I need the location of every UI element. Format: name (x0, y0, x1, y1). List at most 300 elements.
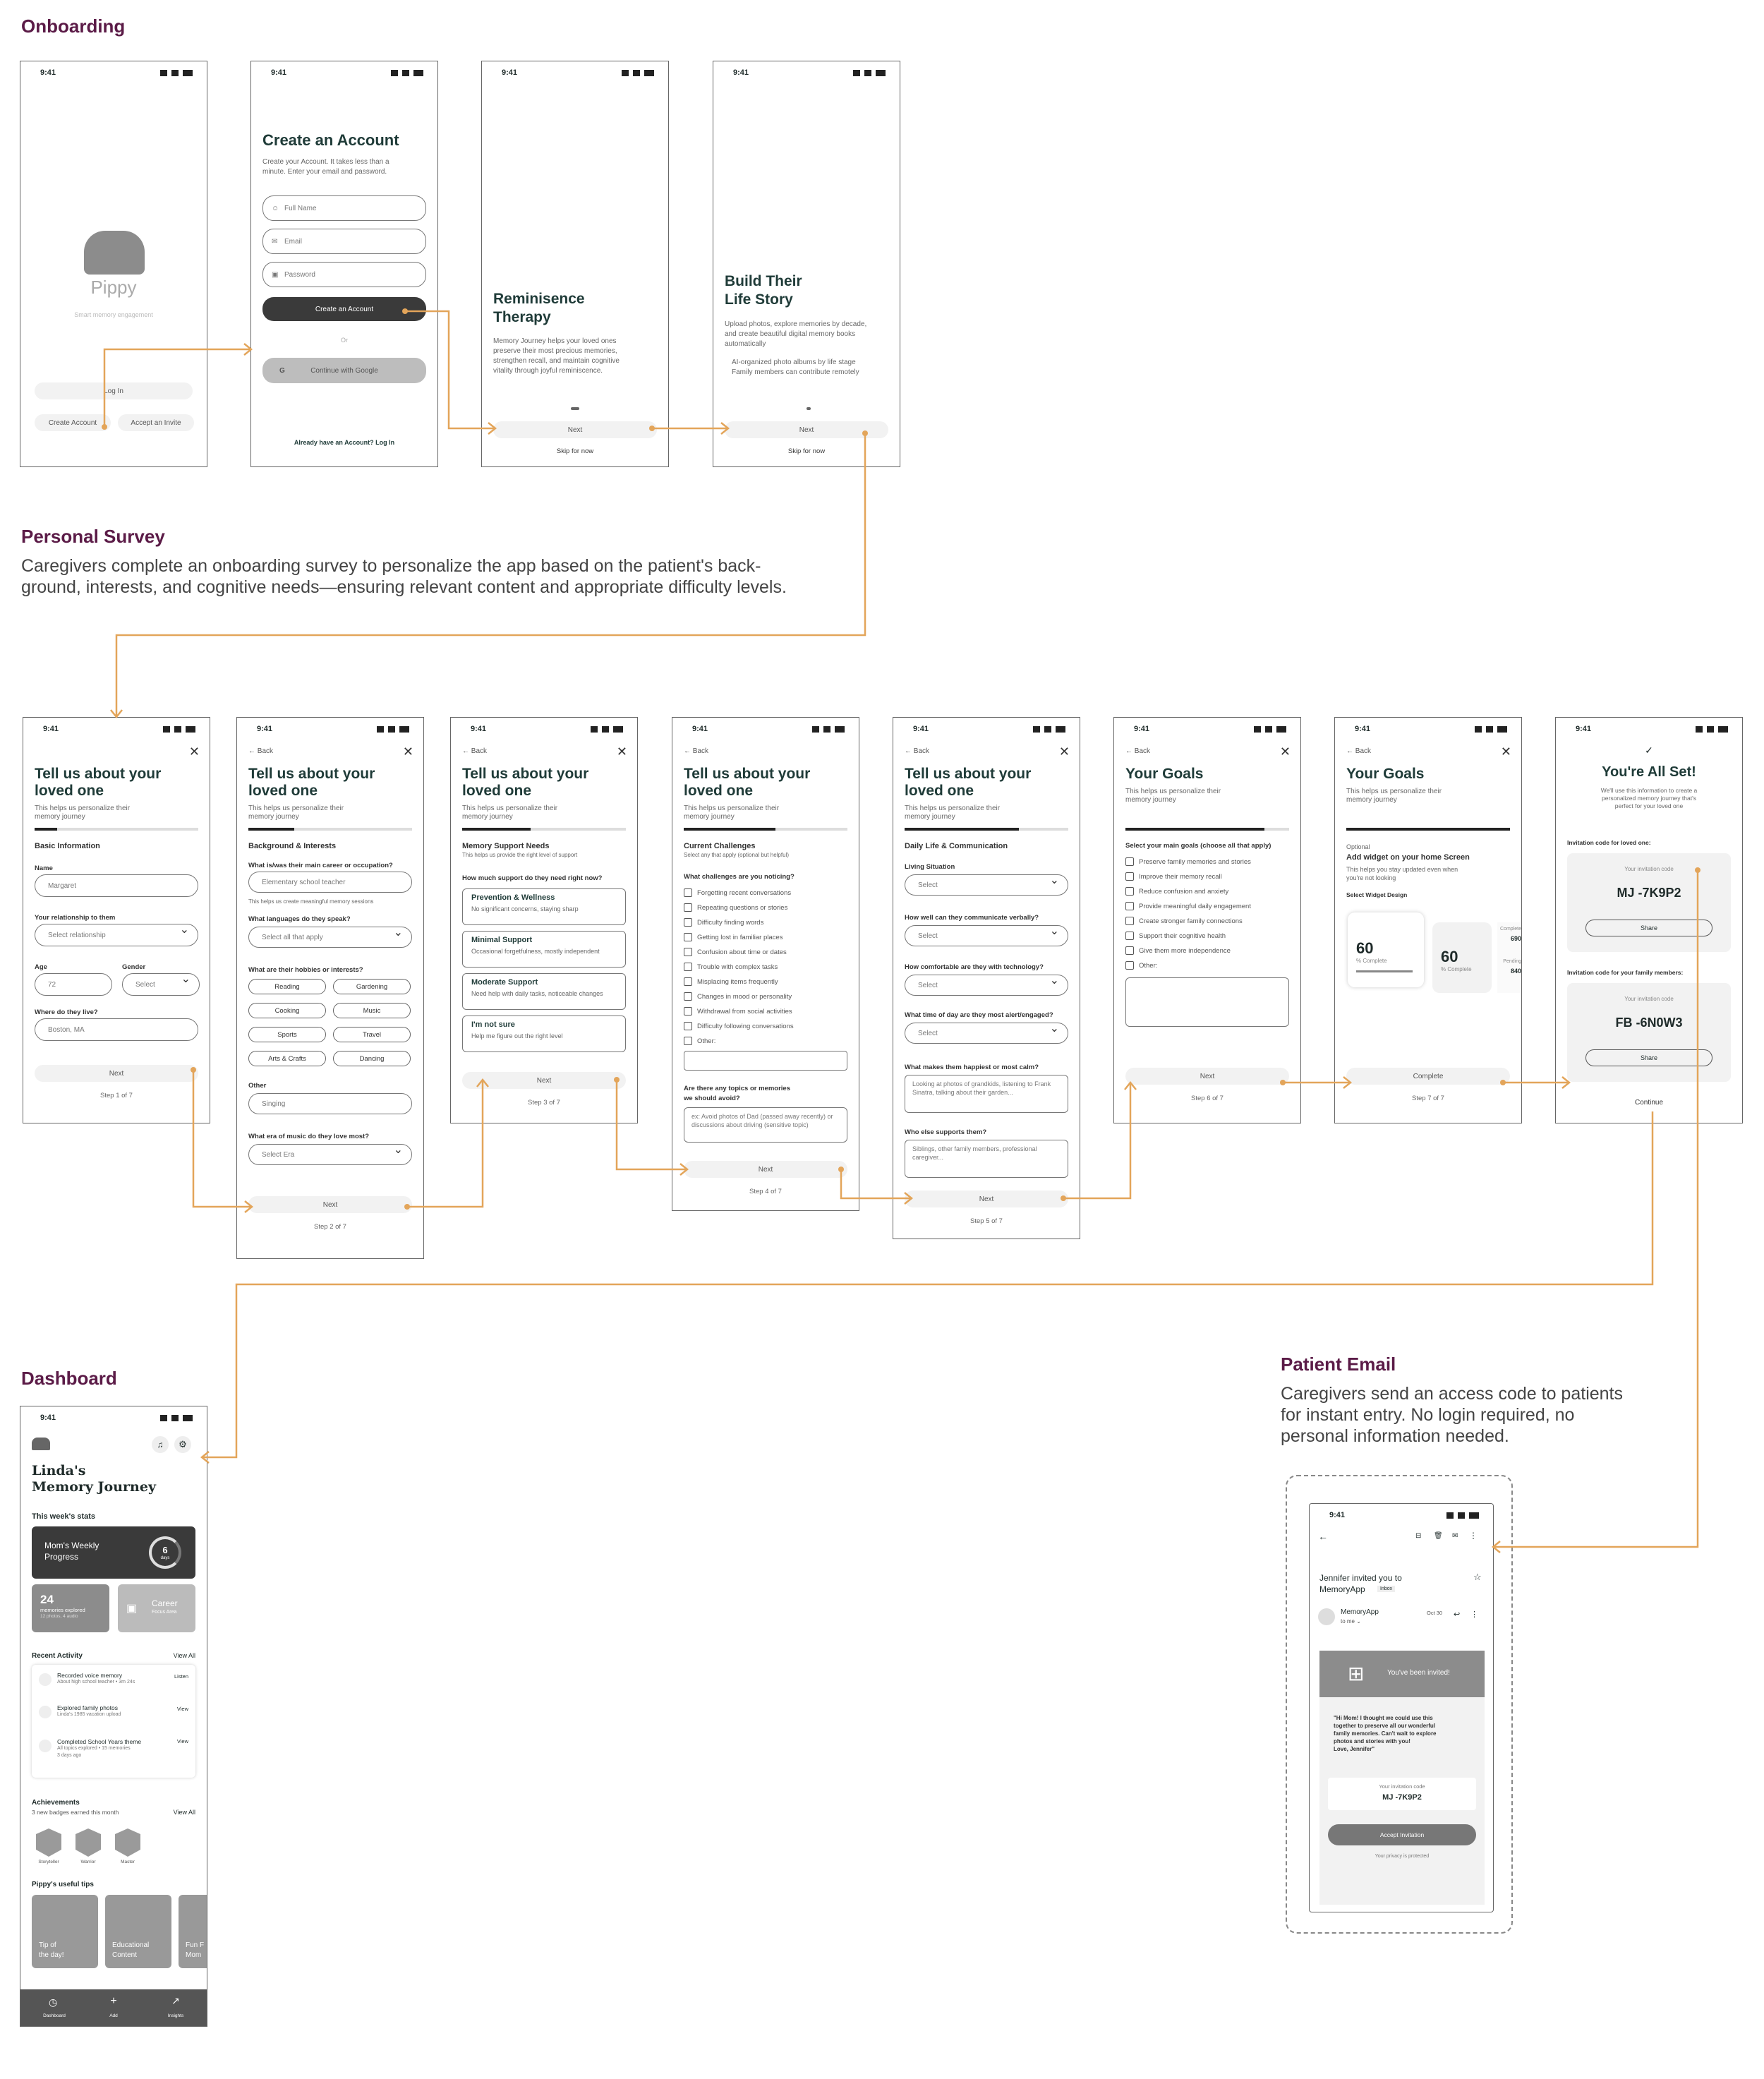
hobby-chip[interactable]: Cooking (248, 1003, 326, 1018)
hobby-chip[interactable]: Travel (333, 1027, 411, 1042)
progress-ring (149, 1536, 181, 1569)
email-field[interactable] (262, 229, 426, 254)
career-input[interactable]: Elementary school teacher (248, 872, 412, 893)
memories-sub: 12 photos, 4 audio (40, 1614, 78, 1619)
password-field[interactable] (262, 262, 426, 287)
master-badge-icon (115, 1828, 140, 1857)
design-label: Select Widget Design (1346, 891, 1408, 898)
location-input[interactable]: Boston, MA (35, 1018, 198, 1041)
app-tagline: Smart memory engagement (74, 311, 153, 318)
option-title: Minimal Support (471, 936, 533, 944)
status-icons (812, 726, 845, 733)
widget-stat-value: 690 (1510, 935, 1521, 942)
back-link[interactable]: ← Back (905, 747, 930, 755)
support-question: How much support do they need right now? (462, 874, 603, 882)
title-line2: loved one (684, 783, 754, 799)
family-code-label: Invitation code for your family members: (1567, 969, 1684, 976)
avoid-topics-textarea[interactable]: ex: Avoid photos of Dad (passed away recently) or discussions about driving (sensitive topic) (684, 1107, 847, 1143)
title-line1: Tell us about your (684, 766, 811, 782)
other-goal-textarea[interactable] (1125, 977, 1289, 1027)
nav-label: Dashboard (43, 2013, 66, 2018)
section-subheading: This helps us provide the right level of support (462, 852, 578, 858)
relationship-select[interactable]: Select relationship ⌄ (35, 924, 198, 946)
other-challenge-input[interactable] (684, 1051, 847, 1071)
sender-name: MemoryApp (1341, 1608, 1379, 1616)
screen-life-story (713, 61, 900, 467)
activity-title: Recorded voice memory (57, 1672, 123, 1679)
email-placeholder: Email (284, 237, 303, 246)
body-line4: vitality through joyful reminiscence. (493, 367, 603, 375)
option-desc: No significant concerns, staying sharp (471, 905, 579, 912)
activity-action[interactable]: View (176, 1738, 188, 1744)
login-button[interactable]: Log In (35, 382, 193, 399)
code-caption: Your invitation code (1379, 1783, 1425, 1790)
close-icon[interactable]: ✕ (1279, 745, 1291, 759)
subtitle-line2: memory journey (1346, 796, 1397, 804)
weekly-label-line2: Progress (44, 1552, 79, 1562)
dashboard-title-line1: Linda's (32, 1463, 86, 1478)
status-icons (853, 70, 886, 76)
focus-area-tile[interactable] (118, 1584, 195, 1632)
challenge-checkbox[interactable]: Trouble with complex tasks (684, 963, 778, 971)
page-title: Your Goals (1346, 766, 1425, 782)
option-desc: Need help with daily tasks, noticeable changes (471, 990, 603, 997)
widget-number: 60 (1356, 939, 1374, 957)
title-line2: Life Story (725, 291, 793, 308)
section-heading: Memory Support Needs (462, 842, 550, 850)
subtitle-line1: We'll use this information to create a (1600, 787, 1698, 794)
close-icon[interactable]: ✕ (616, 745, 627, 759)
screen-survey-step5 (893, 717, 1080, 1239)
progress-bar (1346, 828, 1510, 831)
language-label: What languages do they speak? (248, 915, 351, 923)
status-time: 9:41 (913, 725, 929, 733)
progress-bar (684, 828, 847, 831)
google-button[interactable] (262, 358, 426, 383)
share-button[interactable]: Share (1585, 1049, 1712, 1066)
weekly-progress-card[interactable] (32, 1526, 195, 1579)
subtitle-line2: memory journey (905, 813, 955, 821)
status-icons (1696, 726, 1728, 733)
message-line: "Hi Mom! I thought we could use this (1334, 1715, 1433, 1721)
challenge-checkbox[interactable]: Misplacing items frequently (684, 977, 778, 986)
step-indicator: Step 7 of 7 (1412, 1095, 1444, 1102)
option-desc: Occasional forgetfulness, mostly independent (471, 948, 600, 955)
achievements-sub: 3 new badges earned this month (32, 1809, 119, 1816)
status-time: 9:41 (40, 68, 56, 77)
challenge-checkbox[interactable]: Difficulty following conversations (684, 1022, 794, 1030)
back-arrow-icon[interactable]: ← (1318, 1531, 1328, 1542)
more-icon[interactable]: ⋮ (1469, 1531, 1478, 1541)
family-code-card (1567, 983, 1731, 1082)
progress-bar (248, 828, 412, 831)
title-line2: loved one (905, 783, 974, 799)
progress-days: 6 (162, 1545, 168, 1555)
music-label: What era of music do they love most? (248, 1133, 370, 1140)
activity-desc: About high school teacher • 3m 24s (57, 1680, 135, 1685)
back-link[interactable]: ← Back (248, 747, 274, 755)
support-option[interactable] (462, 973, 626, 1010)
close-icon[interactable]: ✕ (188, 745, 200, 759)
email-date: Oct 30 (1427, 1610, 1443, 1616)
hobbies-label: What are their hobbies or interests? (248, 966, 363, 974)
warrior-badge-icon (75, 1828, 101, 1857)
section-heading: Daily Life & Communication (905, 842, 1008, 850)
invite-message (1334, 1714, 1437, 1753)
complete-button[interactable]: Complete (1346, 1068, 1510, 1085)
status-time: 9:41 (1355, 725, 1371, 733)
plus-icon: + (110, 1995, 117, 2007)
loved-one-code-label: Invitation code for loved one: (1567, 839, 1651, 846)
subtitle-line1: Create your Account. It takes less than a (262, 158, 389, 166)
hobby-chip[interactable]: Arts & Crafts (248, 1051, 326, 1066)
more-icon[interactable]: ⋮ (1470, 1610, 1478, 1619)
support-label: Who else supports them? (905, 1128, 987, 1136)
clock-icon: ◷ (49, 1996, 58, 2008)
app-name: Pippy (90, 277, 137, 298)
email-description-line2: for instant entry. No login required, no (1281, 1405, 1575, 1425)
status-time: 9:41 (733, 68, 749, 77)
next-button[interactable]: Next (493, 421, 657, 438)
full-name-field[interactable] (262, 195, 426, 221)
step-indicator: Step 5 of 7 (970, 1217, 1003, 1225)
code-caption: Your invitation code (1624, 996, 1674, 1002)
nav-label: Add (109, 2013, 118, 2018)
elephant-logo-icon (32, 1438, 50, 1450)
status-time: 9:41 (1134, 725, 1150, 733)
support-option[interactable] (462, 888, 626, 925)
section-title-onboarding: Onboarding (21, 16, 126, 37)
subtitle-line1: This helps us personalize their (684, 805, 780, 812)
page-dots (571, 407, 579, 410)
option-title: Prevention & Wellness (471, 893, 555, 902)
skip-link[interactable]: Skip for now (787, 447, 826, 455)
challenge-checkbox[interactable]: Withdrawal from social activities (684, 1007, 792, 1016)
hobby-chip[interactable]: Music (333, 1003, 411, 1018)
verbal-label: How well can they communicate verbally? (905, 914, 1039, 922)
next-button[interactable]: Next (684, 1161, 847, 1178)
close-icon[interactable]: ✕ (402, 745, 413, 759)
subtitle-line2: memory journey (684, 813, 735, 821)
widget-sub-line2: you're not looking (1346, 874, 1396, 881)
language-select[interactable]: Select all that apply ⌄ (248, 927, 412, 948)
screen-survey-step4 (672, 717, 859, 1211)
tip-card-line1: Educational (112, 1941, 150, 1949)
screen-create-account (250, 61, 438, 467)
screen-survey-step7 (1334, 717, 1522, 1123)
body-line2: and create beautiful digital memory books (725, 330, 856, 338)
subtitle-line1: This helps us personalize their (462, 805, 558, 812)
email-description-line1: Caregivers send an access code to patients (1281, 1384, 1623, 1404)
bullet-1: AI-organized photo albums by life stage (732, 358, 856, 366)
page-title: You're All Set! (1602, 764, 1696, 780)
hobby-chip[interactable]: Sports (248, 1027, 326, 1042)
arrowhead (111, 710, 122, 717)
accept-invitation-button[interactable]: Accept Invitation (1328, 1824, 1476, 1845)
name-input[interactable]: Margaret (35, 874, 198, 897)
status-icons (377, 726, 409, 733)
time-select[interactable]: Select ⌄ (905, 1023, 1068, 1044)
subtitle-line1: This helps us personalize their (35, 805, 131, 812)
subtitle-line2: memory journey (248, 813, 299, 821)
email-description-line3: personal information needed. (1281, 1426, 1509, 1446)
invite-banner (1319, 1651, 1485, 1697)
next-button[interactable]: Next (35, 1065, 198, 1082)
avatar (1318, 1608, 1335, 1625)
activity-action[interactable]: Listen (174, 1673, 188, 1680)
challenge-checkbox[interactable]: Getting lost in familiar places (684, 933, 783, 941)
goal-checkbox[interactable]: Support their cognitive health (1125, 932, 1226, 940)
hobby-chip[interactable]: Dancing (333, 1051, 411, 1066)
next-button[interactable]: Next (248, 1196, 412, 1213)
briefcase-icon: ▣ (126, 1603, 138, 1615)
activity-desc: All topics explored • 15 memories (57, 1746, 131, 1751)
section-heading: Basic Information (35, 842, 100, 850)
bell-icon[interactable]: ♫ (152, 1436, 169, 1453)
mail-icon[interactable]: ✉ (1452, 1532, 1458, 1540)
nav-label: Insights (167, 2013, 184, 2018)
skip-link[interactable]: Skip for now (556, 447, 594, 455)
hobby-chip[interactable]: Reading (248, 979, 326, 994)
activity-action[interactable]: View (176, 1706, 188, 1712)
password-placeholder: Password (284, 270, 315, 279)
or-divider: Or (341, 337, 348, 344)
option-title: I'm not sure (471, 1020, 515, 1029)
status-time: 9:41 (471, 725, 487, 733)
title-line1: Tell us about your (462, 766, 589, 782)
tip-card-line1: Fun F (186, 1941, 205, 1949)
section-title-email: Patient Email (1281, 1354, 1396, 1375)
tech-label: How comfortable are they with technology? (905, 963, 1044, 971)
career-label: What is/was their main career or occupation? (248, 862, 393, 869)
email-subject-line2: MemoryApp (1319, 1584, 1365, 1594)
trash-icon[interactable]: 🗑 (1434, 1532, 1443, 1540)
screen-survey-step3 (450, 717, 638, 1123)
memories-tile[interactable] (32, 1584, 109, 1632)
challenge-checkbox[interactable]: Changes in mood or personality (684, 992, 792, 1001)
tip-card-line2: the day! (39, 1951, 64, 1959)
other-input[interactable]: Singing (248, 1093, 412, 1114)
tech-select[interactable]: Select ⌄ (905, 975, 1068, 996)
memories-label: memories explored (40, 1607, 85, 1613)
gender-select[interactable]: Select ⌄ (122, 973, 200, 996)
back-link[interactable]: ← Back (1346, 747, 1372, 755)
view-all-activity-link[interactable]: View All (173, 1652, 195, 1659)
status-time: 9:41 (43, 725, 59, 733)
inbox-tag: Inbox (1377, 1586, 1395, 1592)
title-line1: Tell us about your (248, 766, 375, 782)
verbal-select[interactable]: Select ⌄ (905, 925, 1068, 946)
subtitle-line2: minute. Enter your email and password. (262, 168, 387, 176)
archive-icon[interactable]: ⊟ (1415, 1532, 1422, 1540)
tip-card[interactable] (105, 1895, 171, 1968)
gear-icon[interactable]: ⚙ (174, 1436, 191, 1453)
status-time: 9:41 (502, 68, 518, 77)
title-line1: Tell us about your (35, 766, 162, 782)
activity-list (32, 1665, 195, 1778)
full-name-placeholder: Full Name (284, 204, 317, 212)
user-icon: ☺ (272, 204, 279, 212)
status-time: 9:41 (692, 725, 708, 733)
recipient-line[interactable]: to me ⌄ (1341, 1618, 1361, 1625)
support-option[interactable] (462, 1016, 626, 1052)
widget-option-1[interactable] (1348, 912, 1424, 987)
challenge-checkbox[interactable]: Repeating questions or stories (684, 903, 787, 912)
avoid-label-line2: we should avoid? (684, 1095, 740, 1102)
insights-nav-item[interactable] (162, 1995, 190, 2007)
screen-reminiscence (481, 61, 669, 467)
next-button[interactable]: Next (1125, 1068, 1289, 1085)
section-title-dashboard: Dashboard (21, 1368, 117, 1389)
badge-label: Storyteller (38, 1860, 59, 1864)
goal-checkbox[interactable]: Create stronger family connections (1125, 917, 1243, 925)
storyteller-badge-icon (36, 1828, 61, 1857)
option-title: Moderate Support (471, 978, 538, 987)
status-icons (391, 70, 423, 76)
create-account-button[interactable]: Create Account (35, 414, 111, 431)
activity-title: Explored family photos (57, 1704, 118, 1711)
widget-number: 60 (1441, 948, 1458, 965)
tips-heading: Pippy's useful tips (32, 1881, 94, 1888)
next-button[interactable]: Next (905, 1191, 1068, 1207)
step-indicator: Step 6 of 7 (1191, 1095, 1224, 1102)
status-time: 9:41 (1576, 725, 1592, 733)
avoid-label-line1: Are there any topics or memories (684, 1085, 790, 1092)
screen-survey-step6 (1113, 717, 1301, 1123)
close-icon[interactable]: ✕ (1500, 745, 1511, 759)
status-icons (622, 70, 654, 76)
elephant-logo-icon (84, 231, 145, 275)
create-account-submit-button[interactable]: Create an Account (262, 297, 426, 321)
status-icons (160, 70, 193, 76)
tip-card[interactable] (179, 1895, 207, 1968)
living-label: Living Situation (905, 863, 955, 871)
challenge-checkbox[interactable]: Forgetting recent conversations (684, 888, 791, 897)
goal-checkbox[interactable]: Improve their memory recall (1125, 872, 1222, 881)
subtitle-line1: This helps us personalize their (1125, 788, 1221, 795)
support-textarea[interactable]: Siblings, other family members, professional caregiver... (905, 1140, 1068, 1178)
widget-option-2[interactable] (1432, 922, 1492, 993)
status-icons (1033, 726, 1065, 733)
age-input[interactable]: 72 (35, 973, 112, 996)
focus-area-label: Career (152, 1598, 178, 1608)
share-button[interactable]: Share (1585, 920, 1712, 936)
view-all-achievements-link[interactable]: View All (173, 1809, 195, 1816)
add-nav-item[interactable] (99, 1995, 128, 2008)
name-label: Name (35, 864, 53, 872)
invitation-code: MJ -7K9P2 (1617, 886, 1681, 900)
goal-checkbox[interactable]: Provide meaningful daily engagement (1125, 902, 1251, 910)
next-button[interactable]: Next (462, 1072, 626, 1089)
music-era-select[interactable]: Select Era ⌄ (248, 1144, 412, 1165)
back-link[interactable]: ← Back (1125, 747, 1151, 755)
screen-patient-email (1309, 1503, 1494, 1912)
weekly-label-line1: Mom's Weekly (44, 1541, 99, 1550)
subtitle-line2: memory journey (1125, 796, 1176, 804)
google-icon: G (279, 366, 285, 375)
screen-dashboard (20, 1406, 207, 2027)
title-line2: loved one (248, 783, 318, 799)
gift-icon: ⊞ (1348, 1663, 1365, 1685)
reply-icon[interactable]: ↩ (1454, 1610, 1461, 1619)
hobby-chip[interactable]: Gardening (333, 979, 411, 994)
screen-survey-step2 (236, 717, 424, 1259)
accept-invite-button[interactable]: Accept an Invite (118, 414, 194, 431)
continue-link[interactable]: Continue (1634, 1099, 1664, 1107)
challenge-checkbox[interactable]: Other: (684, 1037, 715, 1045)
happy-textarea[interactable]: Looking at photos of grandkids, listening to Frank Sinatra, talking about their garden... (905, 1075, 1068, 1113)
screen-survey-step1 (23, 717, 210, 1123)
widget-stat-label: Pending (1503, 959, 1521, 964)
loved-one-code-card (1567, 853, 1731, 952)
back-link[interactable]: ← Back (684, 747, 709, 755)
goal-checkbox[interactable]: Give them more independence (1125, 946, 1231, 955)
goal-checkbox[interactable]: Reduce confusion and anxiety (1125, 887, 1228, 896)
dashboard-title-line2: Memory Journey (32, 1479, 156, 1495)
step-indicator: Step 1 of 7 (100, 1092, 133, 1099)
gender-label: Gender (122, 963, 146, 971)
trend-icon: ↗ (171, 1995, 180, 2006)
step-indicator: Step 4 of 7 (749, 1188, 782, 1195)
page-title: Your Goals (1125, 766, 1204, 782)
title-line1: Tell us about your (905, 766, 1032, 782)
bottom-nav (20, 1989, 207, 2026)
star-icon[interactable]: ☆ (1473, 1572, 1482, 1582)
widget-option-3[interactable] (1497, 922, 1522, 993)
goal-checkbox[interactable]: Preserve family memories and stories (1125, 857, 1251, 866)
challenges-question: What challenges are you noticing? (684, 873, 795, 881)
title-line1: Build Their (725, 273, 802, 289)
screen-splash (20, 61, 207, 467)
lock-icon: ▣ (272, 270, 279, 279)
subtitle-line1: This helps us personalize their (1346, 788, 1442, 795)
status-time: 9:41 (1329, 1511, 1346, 1519)
other-label: Other (248, 1082, 267, 1090)
message-line: Love, Jennifer" (1334, 1746, 1375, 1752)
mail-icon: ✉ (272, 237, 278, 246)
invitation-code: FB -6N0W3 (1615, 1016, 1683, 1030)
google-label: Continue with Google (310, 366, 378, 375)
survey-description-line2: ground, interests, and cognitive needs—ensuring relevant content and appropriate difficulty levels. (21, 577, 787, 597)
focus-area-sub: Focus Area (152, 1610, 177, 1615)
section-subheading: Select any that apply (optional but helpful) (684, 852, 789, 858)
widget-label: % Complete (1441, 966, 1472, 972)
status-icons (1446, 1512, 1479, 1519)
step-indicator: Step 2 of 7 (314, 1223, 346, 1231)
challenge-checkbox[interactable]: Confusion about time or dates (684, 948, 787, 956)
goal-checkbox[interactable]: Other: (1125, 961, 1157, 970)
section-heading: Current Challenges (684, 842, 756, 850)
tip-card-line2: Content (112, 1951, 138, 1959)
tip-card[interactable] (32, 1895, 98, 1968)
close-icon[interactable]: ✕ (1058, 745, 1070, 759)
page-dots (807, 407, 811, 410)
body-line3: automatically (725, 340, 766, 348)
widget-stat-value: 840 (1510, 968, 1521, 975)
living-select[interactable]: Select ⌄ (905, 874, 1068, 896)
next-button[interactable]: Next (725, 421, 888, 438)
challenge-checkbox[interactable]: Difficulty finding words (684, 918, 763, 927)
step-indicator: Step 3 of 7 (528, 1099, 560, 1107)
status-time: 9:41 (40, 1414, 56, 1422)
code-caption: Your invitation code (1624, 866, 1674, 872)
back-link[interactable]: ← Back (462, 747, 488, 755)
achievements-heading: Achievements (32, 1799, 80, 1807)
login-link[interactable]: Already have an Account? Log In (294, 439, 395, 446)
invite-banner-text: You've been invited! (1387, 1669, 1450, 1677)
status-icons (163, 726, 195, 733)
support-option[interactable] (462, 931, 626, 968)
